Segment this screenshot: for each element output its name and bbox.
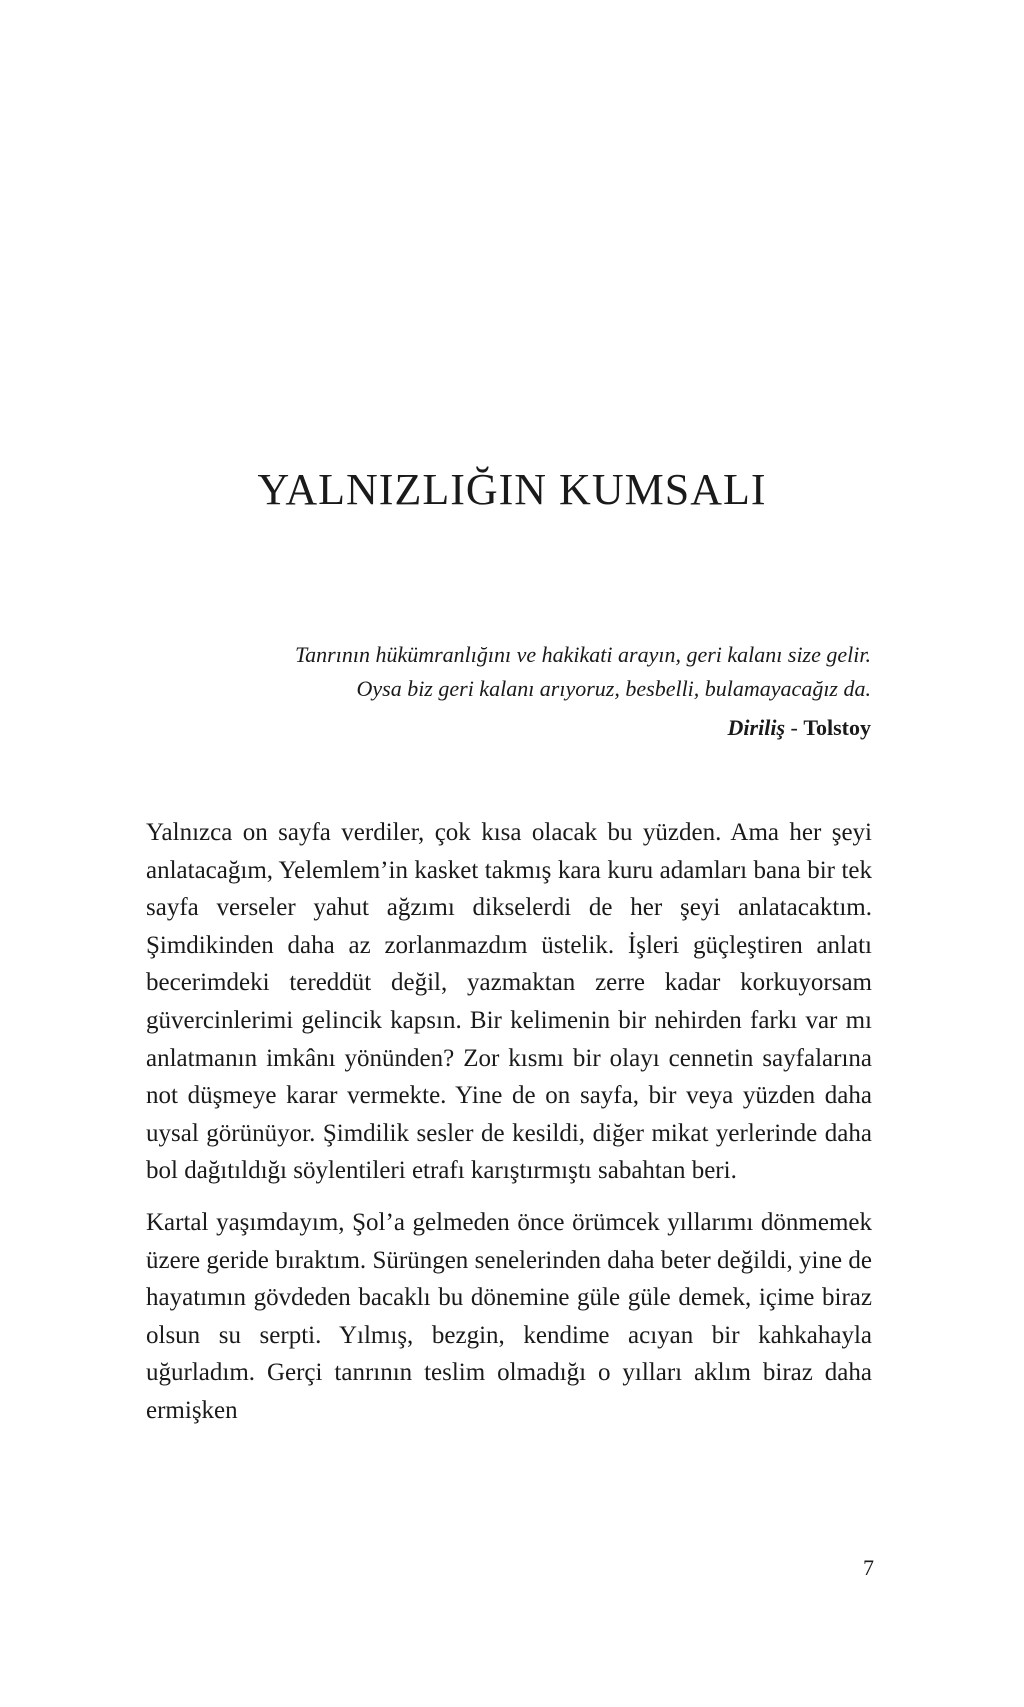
epigraph-work-title: Diriliş	[727, 715, 786, 740]
epigraph-line-2: Oysa biz geri kalanı arıyoruz, besbelli, bulamayacağız da.	[356, 676, 871, 701]
epigraph-attribution	[728, 711, 871, 745]
epigraph	[171, 638, 871, 706]
body-text	[146, 814, 872, 1444]
chapter-title: YALNIZLIĞIN KUMSALI	[257, 465, 767, 514]
epigraph-separator: -	[785, 715, 804, 740]
page-number: 7	[863, 1555, 874, 1580]
epigraph-author: Tolstoy	[803, 715, 871, 740]
paragraph-2: Kartal yaşımdayım, Şol’a gelmeden önce örümcek yıllarımı dönmemek üzere geride bıraktım. Sürüngen senelerinden daha beter değildi, yine de hayatımın gövdeden bacaklı bu dönemine güle güle demek, içime biraz olsun su serpti. Yılmış, bezgin, kendime acıyan bir kahkahayla uğurladım. Gerçi tanrının teslim olmadığı o yılları aklım biraz daha ermişken	[146, 1208, 872, 1424]
paragraph-1: Yalnızca on sayfa verdiler, çok kısa olacak bu yüzden. Ama her şeyi anlatacağım, Yelemlem’in kasket takmış kara kuru adamları bana bir tek sayfa verseler yahut ağzımı dikselerdi de her şeyi anlatacaktım. Şimdikinden daha az zorlanmazdım üstelik. İşleri güçleştiren anlatı becerimdeki tereddüt değil, yazmaktan zerre kadar korkuyorsam güvercinlerimi gelincik kapsın. Bir kelimenin bir nehirden farkı var mı anlatmanın imkânı yönünden? Zor kısmı bir olayı cennetin sayfalarına not düşmeye karar vermekte. Yine de on sayfa, bir veya yüzden daha uysal görünüyor. Şimdilik sesler de kesildi, diğer mikat yerlerinde daha bol dağıtıldığı söylentileri etrafı karıştırmıştı sabahtan beri.	[146, 819, 872, 1185]
epigraph-line-1: Tanrının hükümranlığını ve hakikati arayın, geri kalanı size gelir.	[294, 642, 871, 667]
